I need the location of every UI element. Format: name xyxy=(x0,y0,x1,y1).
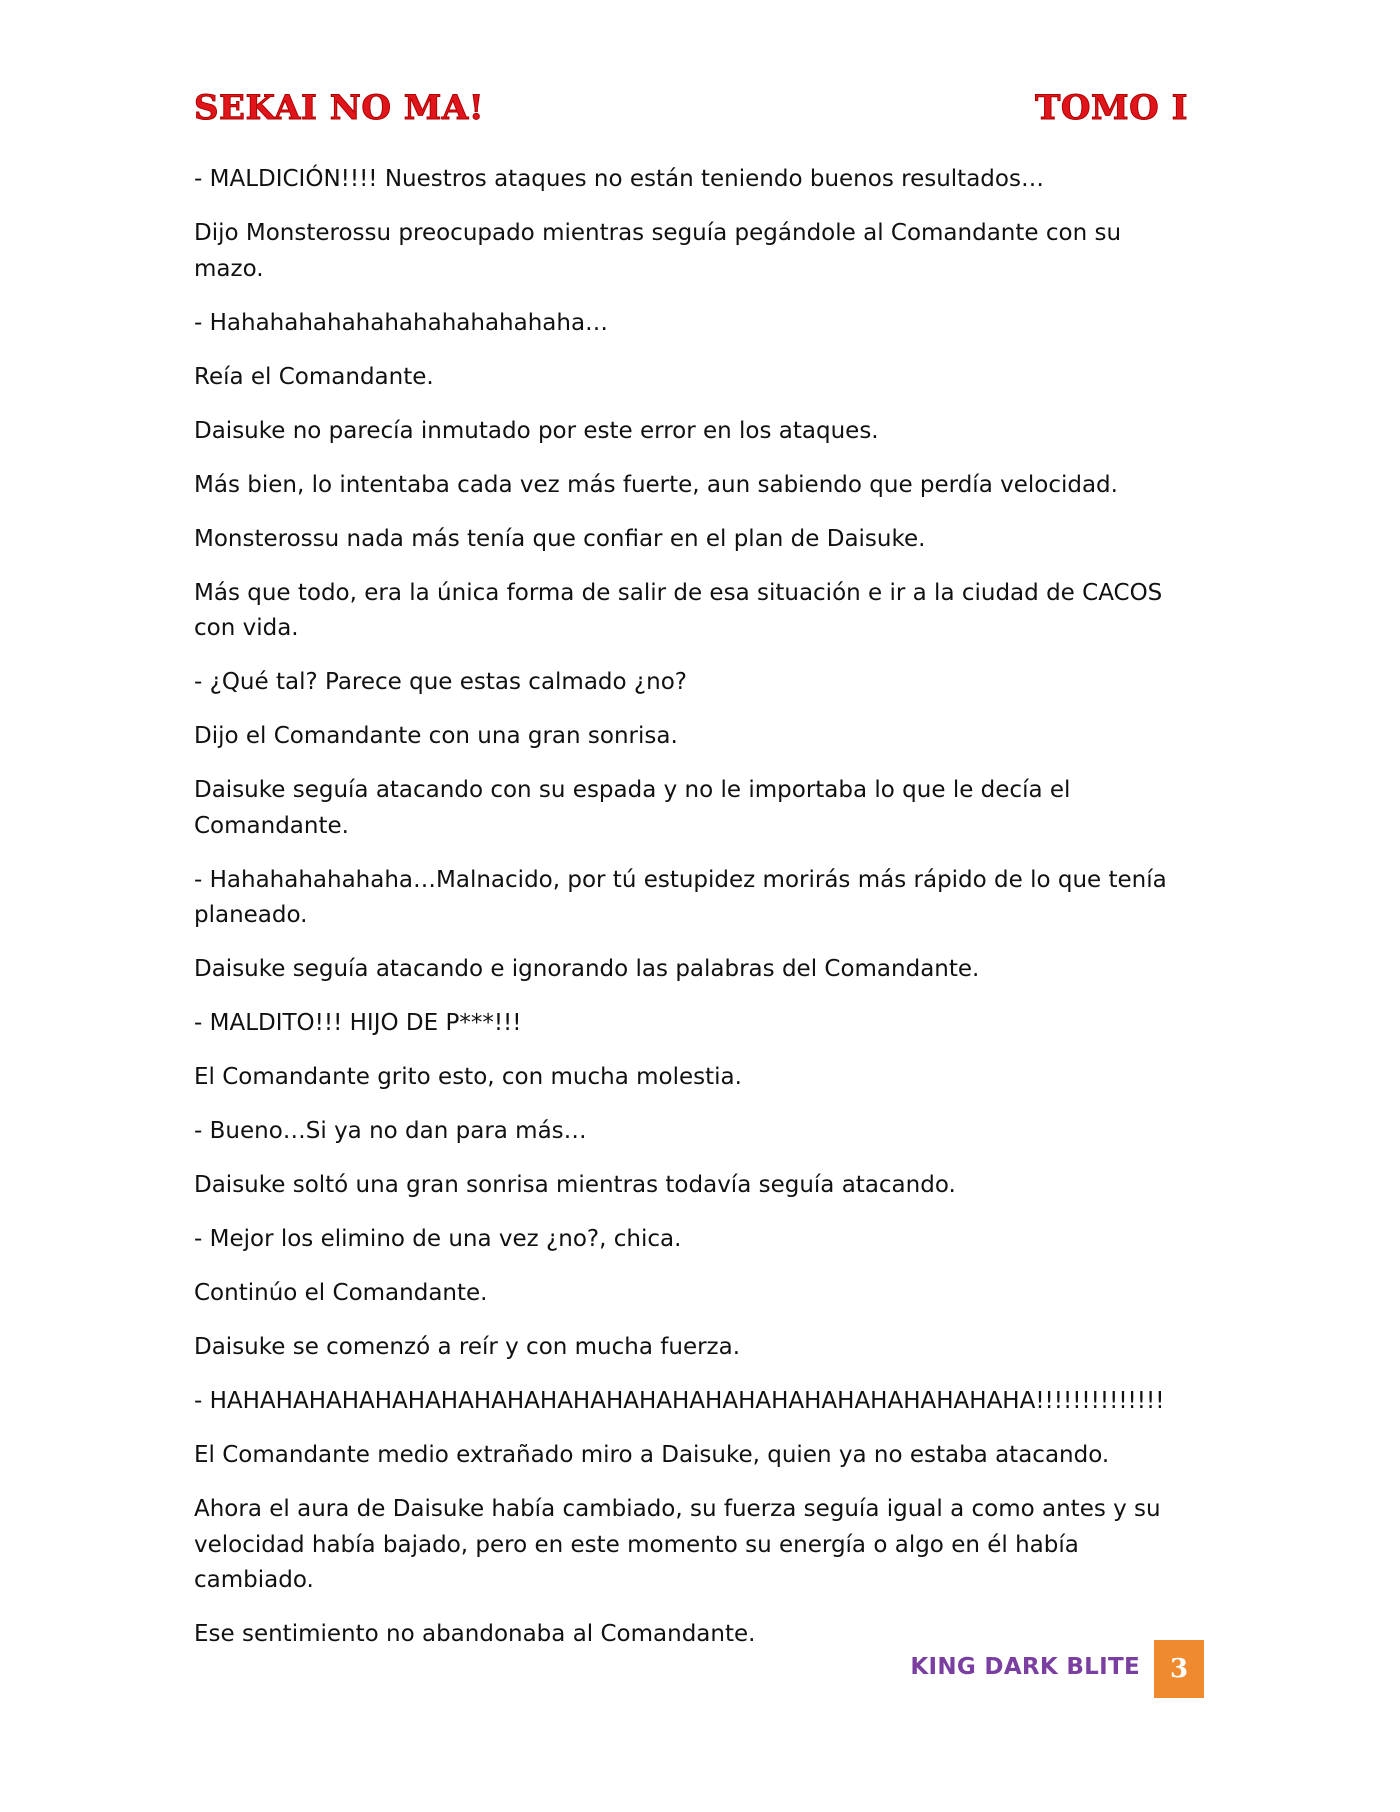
paragraph: - Hahahahahahaha…Malnacido, por tú estupidez morirás más rápido de lo que tenía planeado. xyxy=(194,866,1167,928)
page-footer xyxy=(0,1640,1400,1700)
paragraph: - ¿Qué tal? Parece que estas calmado ¿no? xyxy=(194,669,687,695)
author-name: KING DARK BLITE xyxy=(910,1654,1140,1680)
paragraph: Más que todo, era la única forma de salir de esa situación e ir a la ciudad de CACOS con vida. xyxy=(194,579,1163,641)
volume-label: TOMO I xyxy=(1035,88,1188,128)
body-text xyxy=(194,162,1194,1671)
paragraph: El Comandante medio extrañado miro a Daisuke, quien ya no estaba atacando. xyxy=(194,1442,1110,1468)
paragraph: Continúo el Comandante. xyxy=(194,1280,488,1306)
paragraph: - MALDITO!!! HIJO DE P***!!! xyxy=(194,1010,522,1036)
paragraph: - HAHAHAHAHAHAHAHAHAHAHAHAHAHAHAHAHAHAHAHAHAHAHAHAHA!!!!!!!!!!!!!! xyxy=(194,1388,1165,1414)
paragraph: Ese sentimiento no abandonaba al Comandante. xyxy=(194,1621,756,1647)
book-title: SEKAI NO MA! xyxy=(194,88,485,128)
paragraph: Daisuke seguía atacando e ignorando las palabras del Comandante. xyxy=(194,956,980,982)
paragraph: Dijo el Comandante con una gran sonrisa. xyxy=(194,723,678,749)
paragraph: Daisuke seguía atacando con su espada y no le importaba lo que le decía el Comandante. xyxy=(194,777,1071,839)
paragraph: - Mejor los elimino de una vez ¿no?, chica. xyxy=(194,1226,682,1252)
page-number-badge: 3 xyxy=(1154,1640,1204,1698)
paragraph: Daisuke se comenzó a reír y con mucha fuerza. xyxy=(194,1334,741,1360)
paragraph: Reía el Comandante. xyxy=(194,363,434,390)
paragraph: Dijo Monsterossu preocupado mientras seguía pegándole al Comandante con su mazo. xyxy=(194,220,1122,282)
paragraph: Daisuke soltó una gran sonrisa mientras todavía seguía atacando. xyxy=(194,1172,956,1198)
paragraph: Monsterossu nada más tenía que confiar en el plan de Daisuke. xyxy=(194,525,926,552)
paragraph: Más bien, lo intentaba cada vez más fuerte, aun sabiendo que perdía velocidad. xyxy=(194,471,1118,498)
paragraph: - MALDICIÓN!!!! Nuestros ataques no están teniendo buenos resultados… xyxy=(194,166,1044,192)
paragraph: El Comandante grito esto, con mucha molestia. xyxy=(194,1064,742,1090)
paragraph: Daisuke no parecía inmutado por este error en los ataques. xyxy=(194,417,879,444)
paragraph: - Bueno…Si ya no dan para más… xyxy=(194,1118,587,1144)
paragraph: - Hahahahahahahahahahahahaha… xyxy=(194,309,609,336)
paragraph: Ahora el aura de Daisuke había cambiado, su fuerza seguía igual a como antes y su velocidad había bajado, pero en este momento su energía o algo en él había cambiado. xyxy=(194,1496,1161,1593)
